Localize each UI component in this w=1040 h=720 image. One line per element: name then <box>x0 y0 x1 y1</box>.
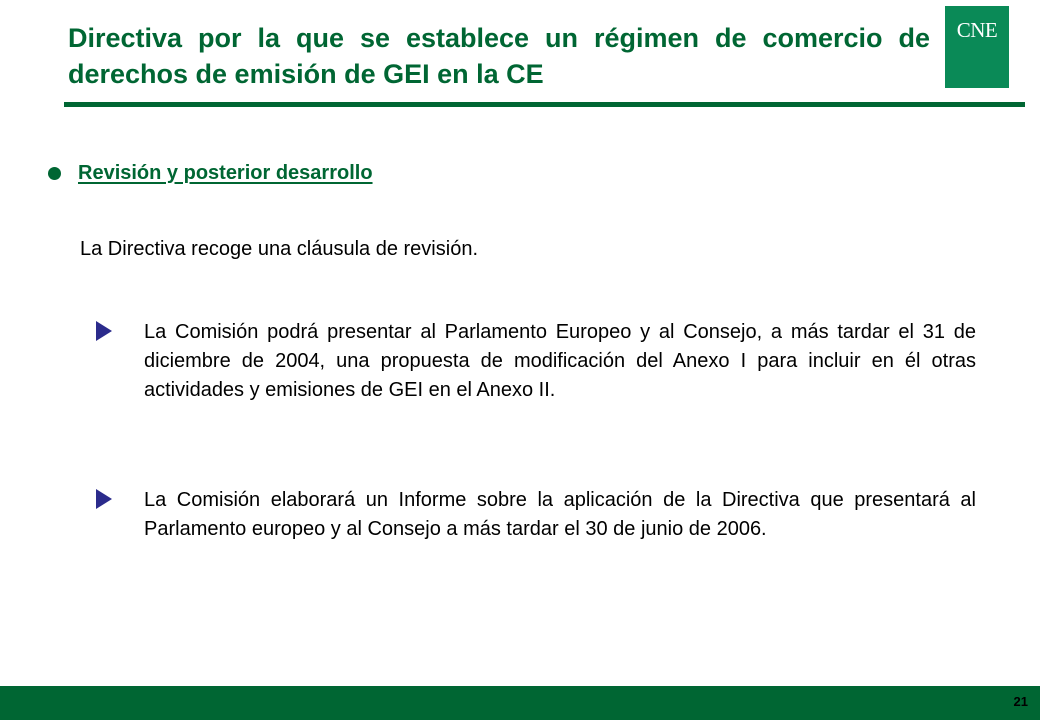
cne-logo <box>945 6 1009 88</box>
slide-title: Directiva por la que se establece un régimen de comercio de derechos de emisión de GEI en la CE <box>68 23 930 89</box>
arrow-right-icon <box>96 489 112 509</box>
title-divider <box>64 102 1025 107</box>
section-heading-text: Revisión y posterior desarrollo <box>78 161 373 184</box>
logo-text: CNE <box>956 18 998 42</box>
footer-bar <box>0 686 1040 720</box>
list-item-text: La Comisión podrá presentar al Parlamento Europeo y al Consejo, a más tardar el 31 de diciembre de 2004, una propuesta de modificación del Anexo I para incluir en él otras actividades y emisiones de GEI en el Anexo II. <box>144 321 976 401</box>
arrow-right-icon <box>96 321 112 341</box>
section-heading <box>48 158 373 188</box>
list-item-text: La Comisión elaborará un Informe sobre la aplicación de la Directiva que presentará al Parlamento europeo y al Consejo a más tardar el 30 de junio de 2006. <box>144 489 976 540</box>
bullet-circle-icon <box>48 167 61 180</box>
intro-text: La Directiva recoge una cláusula de revisión. <box>80 238 478 260</box>
page-number: 21 <box>1013 694 1028 709</box>
